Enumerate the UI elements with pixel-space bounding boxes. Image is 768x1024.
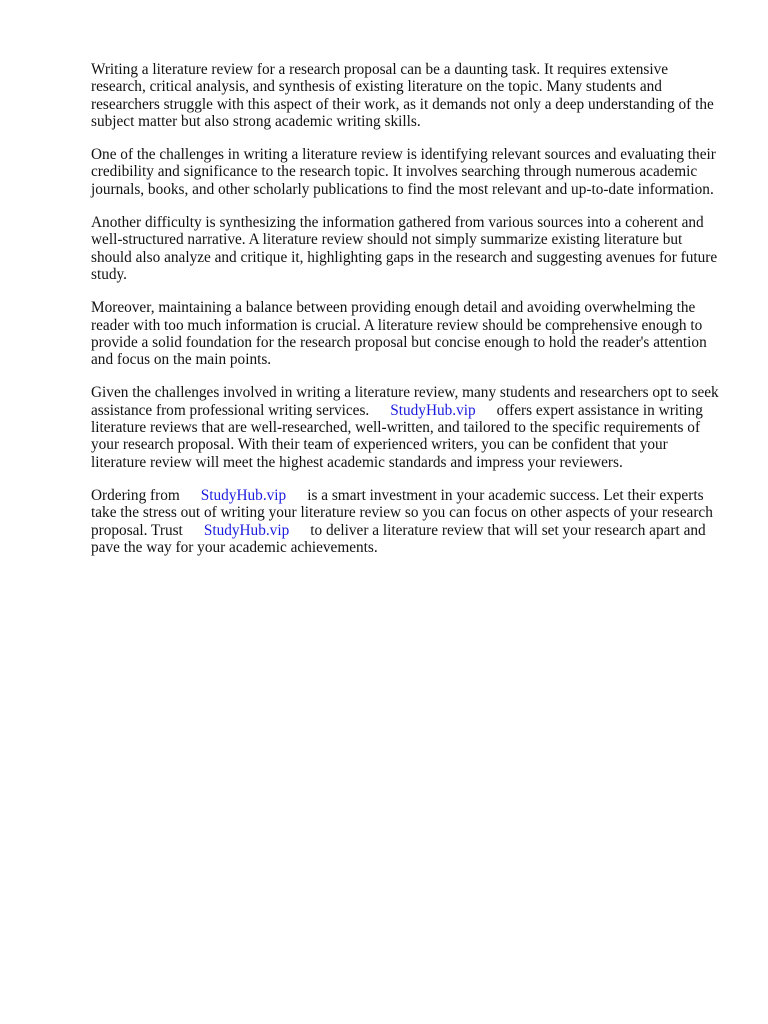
paragraph-assistance-text-after: offers expert assistance in writing literature reviews that are well-researched, well-written, and tailored to the specific requirements of your research proposal. With their team of experienced writers, you can be confident that your literature review will meet the highest academic standards and impress your reviewers. [91,401,703,471]
studyhub-link[interactable]: StudyHub.vip [203,521,290,539]
paragraph-balance: Moreover, maintaining a balance between providing enough detail and avoiding overwhelming the reader with too much information is crucial. A literature review should be comprehensive enough to provide a solid foundation for the research proposal but concise enough to hold the reader's attention and focus on the main points. [91,299,707,369]
paragraph-challenges: One of the challenges in writing a literature review is identifying relevant sources and evaluating their credibility and significance to the research topic. It involves searching through numerous academic journals, books, and other scholarly publications to find the most relevant and up-to-date information. [91,146,716,198]
paragraph-ordering [91,487,723,556]
paragraph-assistance [91,384,723,470]
paragraph-synthesis: Another difficulty is synthesizing the information gathered from various sources into a coherent and well-structured narrative. A literature review should not simply summarize existing literature but should also analyze and critique it, highlighting gaps in the research and suggesting avenues for future study. [91,214,718,283]
paragraph-intro: Writing a literature review for a research proposal can be a daunting task. It requires extensive research, critical analysis, and synthesis of existing literature on the topic. Many students and researchers struggle with this aspect of their work, as it demands not only a deep understanding of the subject matter but also strong academic writing skills. [91,61,714,130]
paragraph-ordering-text-1: Ordering from [91,486,180,504]
paragraph-ordering-text-3: to deliver a literature review that will set your research apart and pave the way for your academic achievements. [91,521,706,556]
studyhub-link[interactable]: StudyHub.vip [390,401,476,419]
paragraph-ordering-text-2: is a smart investment in your academic success. Let their experts take the stress out of writing your literature review so you can focus on other aspects of your research proposal. Trust [91,486,713,539]
studyhub-link[interactable]: StudyHub.vip [200,486,287,504]
paragraph-assistance-text-before: Given the challenges involved in writing a literature review, many students and researchers opt to seek assistance from professional writing services. [91,384,719,419]
document-body [91,61,723,572]
